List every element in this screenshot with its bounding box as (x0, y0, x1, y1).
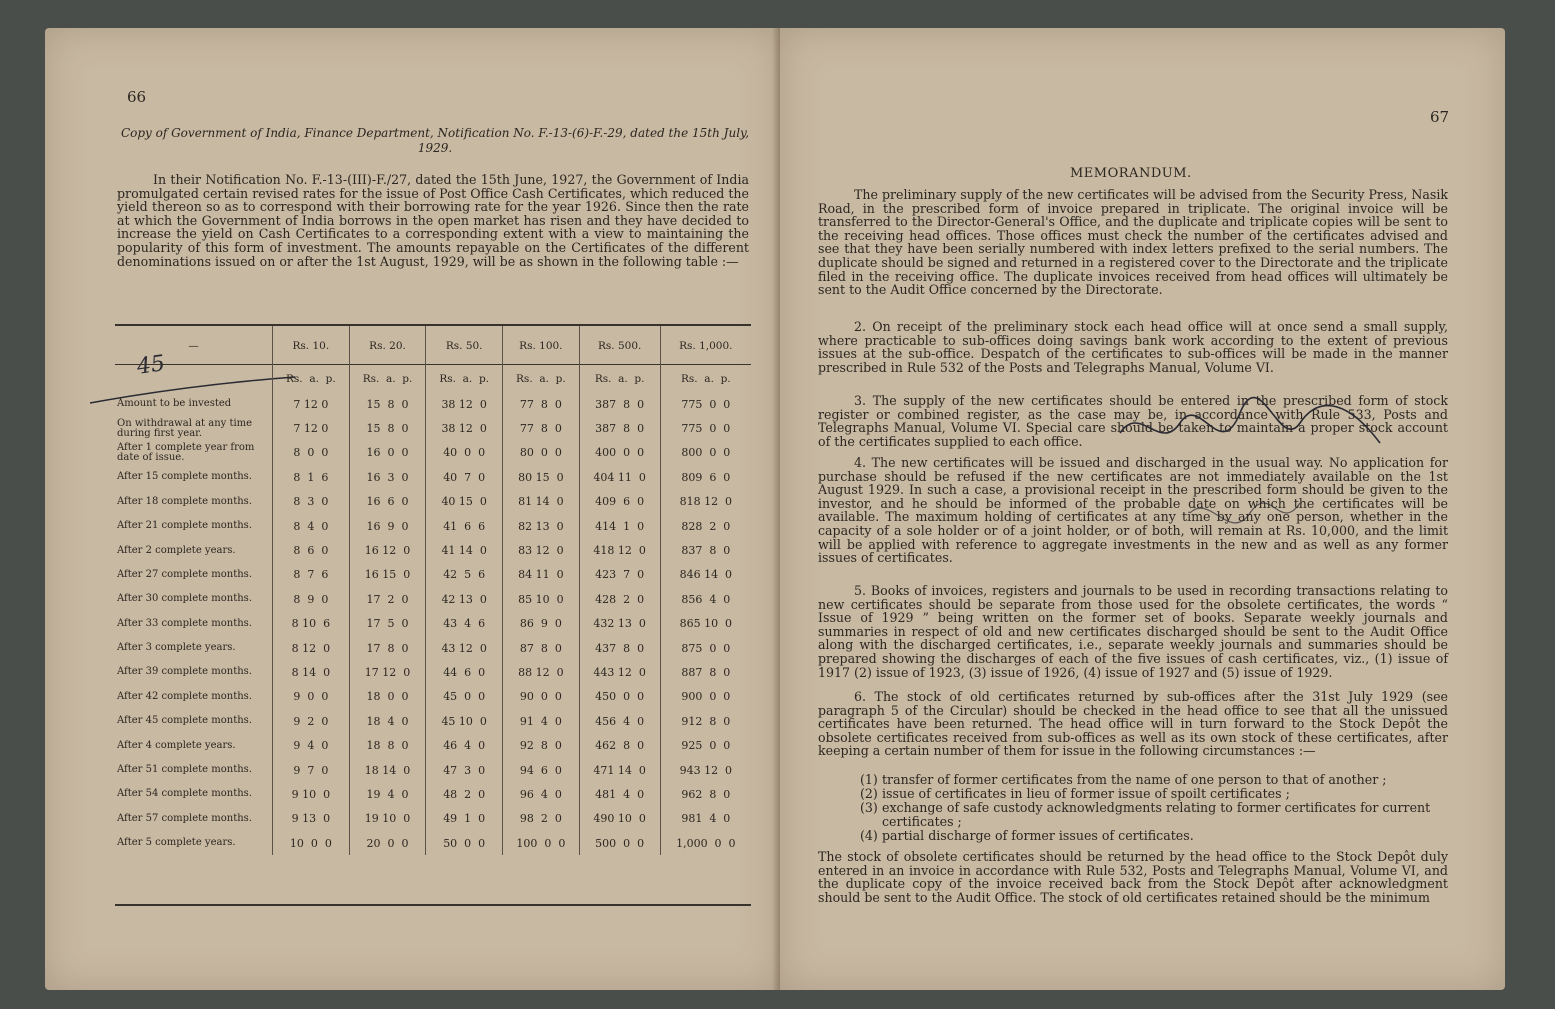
row-label: After 39 complete months. (117, 666, 252, 678)
row-label: After 30 complete months. (117, 593, 252, 605)
table-cell: 414 1 0 (579, 514, 660, 538)
table-cell: 41 14 0 (426, 538, 503, 562)
unit-label: Rs. a. p. (273, 366, 350, 392)
table-row (115, 709, 751, 733)
table-cell: 8 6 0 (273, 538, 350, 562)
table-cell: 846 14 0 (660, 563, 751, 587)
table-cell: 837 8 0 (660, 538, 751, 562)
unit-label: Rs. a. p. (349, 366, 426, 392)
table-cell: 94 6 0 (503, 758, 580, 782)
table-cell: 8 10 6 (273, 612, 350, 636)
unit-label: Rs. a. p. (579, 366, 660, 392)
table-cell: 48 2 0 (426, 782, 503, 806)
table-cell: 80 15 0 (503, 465, 580, 489)
table-cell: 775 0 0 (660, 392, 751, 416)
table-cell: 7 12 0 (273, 416, 350, 440)
table-cell: 462 8 0 (579, 733, 660, 757)
table-cell: 15 8 0 (349, 416, 426, 440)
table-cell: 428 2 0 (579, 587, 660, 611)
table-cell: 43 4 6 (426, 612, 503, 636)
table-cell: 9 13 0 (273, 807, 350, 831)
table-cell: 40 0 0 (426, 441, 503, 465)
table-cell: 8 9 0 (273, 587, 350, 611)
col-header: Rs. 20. (349, 326, 426, 366)
table-bottom-rule (115, 904, 751, 906)
table-row (115, 416, 751, 440)
table-cell: 16 12 0 (349, 538, 426, 562)
table-cell: 46 4 0 (426, 733, 503, 757)
row-label: After 57 complete months. (117, 812, 252, 824)
table-cell: 18 4 0 (349, 709, 426, 733)
table-cell: 16 0 0 (349, 441, 426, 465)
table-cell: 83 12 0 (503, 538, 580, 562)
table-row (115, 587, 751, 611)
row-label: After 3 complete years. (117, 642, 236, 654)
table-row (115, 441, 751, 465)
table-cell: 1,000 0 0 (660, 831, 751, 855)
table-cell: 456 4 0 (579, 709, 660, 733)
table-cell: 17 12 0 (349, 660, 426, 684)
table-cell: 85 10 0 (503, 587, 580, 611)
table-cell: 8 7 6 (273, 563, 350, 587)
table-row (115, 733, 751, 757)
handwritten-note: 45 (135, 351, 167, 380)
table-cell: 18 0 0 (349, 685, 426, 709)
right-page (780, 28, 1505, 990)
unit-label: Rs. a. p. (503, 366, 580, 392)
table-cell: 7 12 0 (273, 392, 350, 416)
row-label: After 5 complete years. (117, 837, 236, 849)
table-cell: 42 13 0 (426, 587, 503, 611)
table-cell: 856 4 0 (660, 587, 751, 611)
table-cell: 40 15 0 (426, 490, 503, 514)
row-label: After 15 complete months. (117, 471, 252, 483)
row-label: Amount to be invested (117, 398, 232, 410)
handwritten-signature (1100, 393, 1400, 573)
table-cell: 8 3 0 (273, 490, 350, 514)
table-row (115, 636, 751, 660)
table-cell: 490 10 0 (579, 807, 660, 831)
table-cell: 50 0 0 (426, 831, 503, 855)
table-cell: 16 3 0 (349, 465, 426, 489)
table-cell: 20 0 0 (349, 831, 426, 855)
table-row (115, 490, 751, 514)
table-row (115, 538, 751, 562)
table-cell: 81 14 0 (503, 490, 580, 514)
table-cell: 500 0 0 (579, 831, 660, 855)
table-cell: 400 0 0 (579, 441, 660, 465)
table-cell: 43 12 0 (426, 636, 503, 660)
table-row (115, 660, 751, 684)
table-cell: 912 8 0 (660, 709, 751, 733)
table-cell: 49 1 0 (426, 807, 503, 831)
table-cell: 809 6 0 (660, 465, 751, 489)
memo-paragraph-2: 2. On receipt of the preliminary stock each head office will at once send a small supply, where practicable to sub-offices doing savings bank work according to the extent of previous issues at the sub-office. Despatch of the certificates to sub-offices will be made in the manner prescribed in Rule 532 of the Posts and Telegraphs Manual, Volume VI. (818, 319, 1448, 375)
table-cell: 423 7 0 (579, 563, 660, 587)
table-cell: 887 8 0 (660, 660, 751, 684)
row-label: After 54 complete months. (117, 788, 252, 800)
table-cell: 432 13 0 (579, 612, 660, 636)
table-cell: 91 4 0 (503, 709, 580, 733)
table-cell: 775 0 0 (660, 416, 751, 440)
table-row (115, 612, 751, 636)
row-label: After 2 complete years. (117, 544, 236, 556)
table-cell: 84 11 0 (503, 563, 580, 587)
table-cell: 19 10 0 (349, 807, 426, 831)
table-cell: 45 10 0 (426, 709, 503, 733)
table-cell: 16 6 0 (349, 490, 426, 514)
table-cell: 17 5 0 (349, 612, 426, 636)
memo-paragraph-3: 3. The supply of the new certificates should be entered in the prescribed form of stock register or combined register, as the case may be, in accordance with Rule 533, Posts and Telegraphs Manual, Volume VI. Special care should be taken to maintain a proper stock account of the certificates supplied to each office. (818, 393, 1448, 449)
table-cell: 38 12 0 (426, 392, 503, 416)
left-page (45, 28, 780, 990)
unit-label: Rs. a. p. (426, 366, 503, 392)
list-item: (4) partial discharge of former issues of certificates. (860, 828, 1194, 843)
memo-paragraph-6: 6. The stock of old certificates returned by sub-offices after the 31st July 1929 (see paragraph 5 of the Circular) should be checked in the head office to see that all the unissued certificates have been returned. The head office will in turn forward to the Stock Depôt the obsolete certificates received from sub-offices as well as its own stock of these certificates, after keeping a certain number of them for issue in the following circumstances :— (818, 689, 1448, 759)
table-cell: 925 0 0 (660, 733, 751, 757)
table-cell: 77 8 0 (503, 416, 580, 440)
table-cell: 16 15 0 (349, 563, 426, 587)
table-cell: 77 8 0 (503, 392, 580, 416)
intro-paragraph: In their Notification No. F.-13-(III)-F./27, dated the 15th June, 1927, the Government of India promulgated certain revised rates for the issue of Post Office Cash Certificates, which reduced the yield thereon so as to correspond with their borrowing rate for the year 1926. Since then the rate at which the Government of India borrows in the open market has risen and they have decided to increase the yield on Cash Certificates to a corresponding extent with a view to maintaining the popularity of this form of investment. The amounts repayable on the Certificates of the different denominations issued on or after the 1st August, 1929, will be as shown in the following table :— (117, 172, 749, 269)
row-label: After 42 complete months. (117, 690, 252, 702)
list-item: (1) transfer of former certificates from the name of one person to that of another ; (860, 772, 1387, 787)
memo-title: MEMORANDUM. (1070, 166, 1192, 181)
table-cell: 8 14 0 (273, 660, 350, 684)
table-cell: 800 0 0 (660, 441, 751, 465)
table-cell: 45 0 0 (426, 685, 503, 709)
table-cell: 18 8 0 (349, 733, 426, 757)
page-number-right: 67 (1430, 108, 1450, 126)
col-header: Rs. 50. (426, 326, 503, 366)
table-cell: 16 9 0 (349, 514, 426, 538)
table-cell: 818 12 0 (660, 490, 751, 514)
row-label: After 33 complete months. (117, 617, 252, 629)
table-cell: 18 14 0 (349, 758, 426, 782)
table-cell: 19 4 0 (349, 782, 426, 806)
circumstances-list (860, 773, 1450, 843)
table-cell: 17 8 0 (349, 636, 426, 660)
table-cell: 80 0 0 (503, 441, 580, 465)
table-cell: 8 1 6 (273, 465, 350, 489)
table-cell: 981 4 0 (660, 807, 751, 831)
table-cell: 437 8 0 (579, 636, 660, 660)
table-cell: 418 12 0 (579, 538, 660, 562)
row-label: After 4 complete years. (117, 739, 236, 751)
table-cell: 38 12 0 (426, 416, 503, 440)
list-item: (3) exchange of safe custody acknowledgments relating to former certificates for current certificates ; (860, 800, 1431, 829)
table-cell: 98 2 0 (503, 807, 580, 831)
table-cell: 87 8 0 (503, 636, 580, 660)
table-corner: — (188, 340, 199, 352)
row-label: After 18 complete months. (117, 495, 252, 507)
table-cell: 41 6 6 (426, 514, 503, 538)
table-cell: 15 8 0 (349, 392, 426, 416)
row-label: After 27 complete months. (117, 568, 252, 580)
col-header: Rs. 100. (503, 326, 580, 366)
memo-paragraph-1: The preliminary supply of the new certificates will be advised from the Security Press, Nasik Road, in the prescribed form of invoice prepared in triplicate. The original invoice will be transferred to the Director-General's Office, and the duplicate and triplicate copies will be sent to the receiving head offices. Those offices must check the number of the certificates advised and see that they have been serially numbered with index letters prefixed to the serial numbers. The duplicate should be signed and returned in a registered cover to the Directorate and the triplicate filed in the receiving office. The duplicate invoices received from head offices will ultimately be sent to the Audit Office concerned by the Directorate. (818, 187, 1448, 298)
table-row (115, 807, 751, 831)
table-cell: 9 0 0 (273, 685, 350, 709)
memo-paragraph-5: 5. Books of invoices, registers and journals to be used in recording transactions relating to new certificates should be separate from those used for the obsolete certificates, the words “ Issue of 1929 ” being written on the former set of books. Separate weekly journals and summaries in respect of old and new certificates discharged should be sent to the Audit Office along with the discharged certificates, i.e., separate weekly journals and summaries should be prepared showing the discharges of each of the five issues of cash certificates, viz., (1) issue of 1917 (2) issue of 1923, (3) issue of 1926, (4) issue of 1927 and (5) issue of 1929. (818, 583, 1448, 680)
repayment-table (115, 326, 751, 855)
table-cell: 450 0 0 (579, 685, 660, 709)
table-cell: 387 8 0 (579, 416, 660, 440)
row-label: After 1 complete year from date of issue. (117, 441, 255, 463)
table-cell: 8 4 0 (273, 514, 350, 538)
list-item: (2) issue of certificates in lieu of former issue of spoilt certificates ; (860, 786, 1290, 801)
table-cell: 47 3 0 (426, 758, 503, 782)
table-cell: 88 12 0 (503, 660, 580, 684)
col-header: Rs. 500. (579, 326, 660, 366)
table-cell: 82 13 0 (503, 514, 580, 538)
table-row (115, 831, 751, 855)
table-cell: 96 4 0 (503, 782, 580, 806)
col-header: Rs. 10. (273, 326, 350, 366)
table-row (115, 563, 751, 587)
memo-paragraph-4: 4. The new certificates will be issued and discharged in the usual way. No application for purchase should be refused if the new certificates are not immediately available on the 1st August 1929. In such a case, a provisional receipt in the prescribed form should be given to the investor, and he should be informed of the probable date on which the certificates will be available. The maximum holding of certificates at any time by any one person, whether in the capacity of a sole holder or of a joint holder, or of both, will remain at Rs. 10,000, and the limit will be applied with reference to aggregate investments in the new and as well as any former issues of certificates. (818, 455, 1448, 566)
table-cell: 9 2 0 (273, 709, 350, 733)
table-cell: 404 11 0 (579, 465, 660, 489)
notification-heading: Copy of Government of India, Finance Department, Notification No. F.-13-(6)-F.-29, dated the 15th July, 1929. (120, 126, 750, 155)
table-cell: 875 0 0 (660, 636, 751, 660)
page-number-left: 66 (127, 88, 147, 106)
table-cell: 900 0 0 (660, 685, 751, 709)
table-cell: 10 0 0 (273, 831, 350, 855)
table-row (115, 782, 751, 806)
table-cell: 42 5 6 (426, 563, 503, 587)
table-cell: 86 9 0 (503, 612, 580, 636)
closing-paragraph: The stock of obsolete certificates should be returned by the head office to the Stock Depôt duly entered in an invoice in accordance with Rule 532, Posts and Telegraphs Manual, Volume VI, and the duplicate copy of the invoice received back from the Stock Depôt after acknowledgment should be sent to the Audit Office. The stock of old certificates retained should be the minimum (818, 849, 1448, 905)
table-cell: 17 2 0 (349, 587, 426, 611)
table-cell: 9 7 0 (273, 758, 350, 782)
table-cell: 471 14 0 (579, 758, 660, 782)
table-cell: 443 12 0 (579, 660, 660, 684)
table-cell: 92 8 0 (503, 733, 580, 757)
table-cell: 387 8 0 (579, 392, 660, 416)
table-cell: 962 8 0 (660, 782, 751, 806)
table-row (115, 392, 751, 416)
table-cell: 943 12 0 (660, 758, 751, 782)
row-label: After 21 complete months. (117, 520, 252, 532)
table-cell: 40 7 0 (426, 465, 503, 489)
unit-row (115, 366, 751, 392)
row-label: After 51 complete months. (117, 764, 252, 776)
table-row (115, 685, 751, 709)
table-cell: 9 10 0 (273, 782, 350, 806)
row-label: After 45 complete months. (117, 715, 252, 727)
table-cell: 8 12 0 (273, 636, 350, 660)
table-cell: 100 0 0 (503, 831, 580, 855)
unit-label: Rs. a. p. (660, 366, 751, 392)
table-cell: 90 0 0 (503, 685, 580, 709)
table-cell: 828 2 0 (660, 514, 751, 538)
table-cell: 8 0 0 (273, 441, 350, 465)
table-cell: 409 6 0 (579, 490, 660, 514)
col-header: Rs. 1,000. (660, 326, 751, 366)
row-label: On withdrawal at any time during first year. (117, 417, 253, 439)
table-cell: 481 4 0 (579, 782, 660, 806)
table-cell: 44 6 0 (426, 660, 503, 684)
table-cell: 865 10 0 (660, 612, 751, 636)
table-row (115, 465, 751, 489)
table-cell: 9 4 0 (273, 733, 350, 757)
table-row (115, 758, 751, 782)
table-row (115, 514, 751, 538)
